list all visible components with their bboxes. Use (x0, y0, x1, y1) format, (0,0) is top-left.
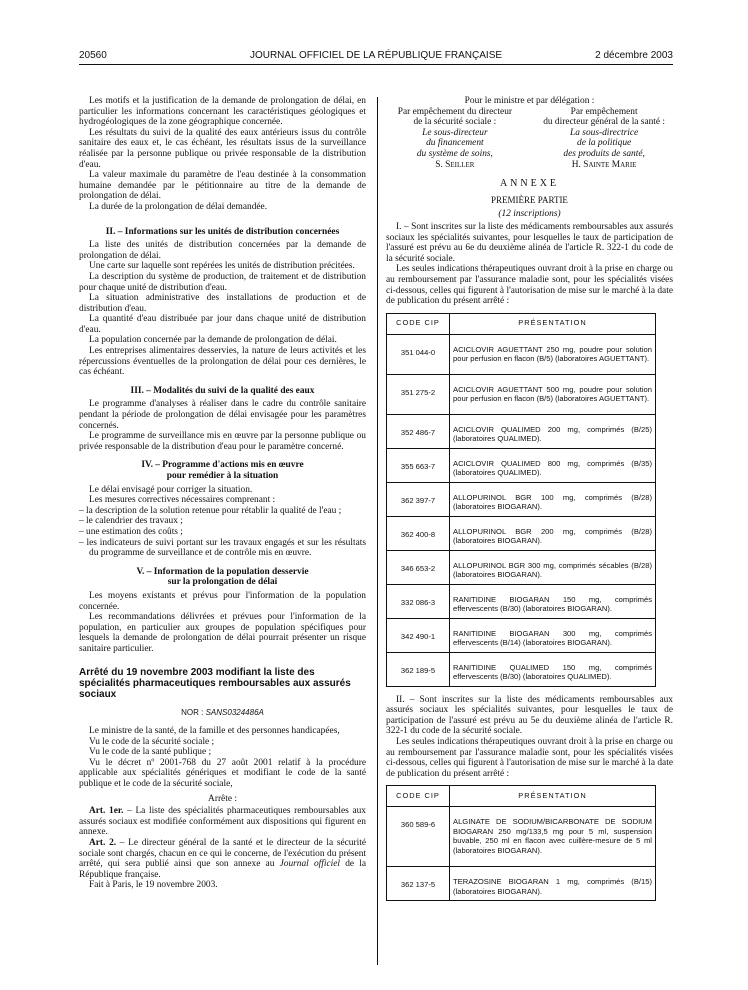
journal-title: JOURNAL OFFICIEL DE LA RÉPUBLIQUE FRANÇAISE (249, 50, 503, 61)
table-row (387, 516, 656, 550)
cip-code: 342 490-1 (387, 618, 450, 652)
paragraph: La durée de la prolongation de délai demandée. (89, 201, 268, 212)
cip-code: 362 137-5 (387, 867, 450, 901)
paragraph: Vu le code de la sécurité sociale ; (89, 736, 215, 747)
table-row (387, 482, 656, 516)
column-divider (377, 97, 378, 965)
signature-left (386, 107, 524, 171)
part-title: PREMIÈRE PARTIE (491, 194, 568, 205)
paragraph: Les recommandations délivrées et prévues pour l'information de la population, en particulier aux groupes de population spécifiques pour lesquels la demande de prolongation de délai pourrait présenter un risque sanitaire particulier. (79, 612, 366, 654)
paragraph: Le programme de surveillance mis en œuvre par la personne publique ou privée responsable de la distribution d'eau pour le paramètre concerné. (79, 431, 366, 452)
signatory-name: S. Seiller (435, 159, 475, 170)
article-text-end: de la République française. (79, 859, 367, 880)
paragraph: II. – Sont inscrites sur la liste des médicaments remboursables aux assurés sociaux les spécialités suivantes, pour lesquelles le taux de participation de l'assuré est prévu au 5e du deuxième alinéa de l'article R. 322-1 du code de la sécurité sociale. (386, 694, 673, 737)
paragraph: Les mesures correctives nécessaires comprenant : (89, 495, 276, 506)
header-rule (79, 64, 673, 65)
delegation-line: Pour le ministre et par délégation : (464, 96, 595, 106)
cip-code: 332 086-3 (387, 584, 450, 618)
signature-date: Fait à Paris, le 19 novembre 2003. (89, 880, 218, 891)
arrete-title: Arrêté du 19 novembre 2003 modifiant la liste des spécialités pharmaceutiques remboursables aux assurés sociaux (79, 666, 351, 700)
presentation: ALLOPURINOL BGR 300 mg, comprimés sécables (B/28) (laboratoires BIOGARAN). (450, 550, 656, 584)
signature-line: de la sécurité sociale : (413, 117, 497, 128)
paragraph: Vu le code de la santé publique ; (89, 747, 212, 758)
section-heading-line: V. – Information de la population desservie (136, 566, 309, 577)
article-text: – Le directeur général de la santé et le directeur de la sécurité sociale sont chargés, chacun en ce qui le concerne, de l'exécution du présent arrêté, qui sera publié ainsi que son annexe au (79, 838, 366, 870)
paragraph: Les moyens existants et prévus pour l'information de la population concernée. (79, 590, 366, 612)
presentation: ALLOPURINOL BGR 100 mg, comprimés (B/28) (laboratoires BIOGARAN). (450, 482, 656, 516)
list-item: – le calendrier des travaux ; (79, 516, 183, 527)
table-header-row (387, 786, 656, 807)
presentation: ALLOPURINOL BGR 200 mg, comprimés (B/28) (laboratoires BIOGARAN). (450, 516, 656, 550)
paragraph: La description du système de production, de traitement et de distribution pour chaque unité de distribution d'eau. (79, 271, 366, 293)
right-column (386, 96, 673, 901)
presentation: ACICLOVIR AGUETTANT 500 mg, poudre pour solution pour perfusion en flacon (B/5) (laboratoires AGUETTANT). (450, 374, 656, 414)
section-heading: II. – Informations sur les unités de distribution concernées (105, 226, 340, 237)
list-item: – la description de la solution retenue pour rétablir la qualité de l'eau ; (79, 505, 342, 516)
cip-code: 362 397-7 (387, 482, 450, 516)
signature-line: La sous-directrice (570, 127, 639, 138)
signature-right (535, 107, 673, 171)
medicines-table-1 (386, 313, 656, 687)
table-row (387, 414, 656, 448)
inscriptions-count: (12 inscriptions) (498, 209, 561, 220)
table-row (387, 584, 656, 618)
paragraph: La population concernée par la demande de prolongation de délai. (89, 335, 337, 346)
section-heading: III. – Modalités du suivi de la qualité des eaux (130, 385, 315, 396)
signature-line: du directeur général de la santé : (543, 117, 666, 128)
article-text: – La liste des spécialités pharmaceutiques remboursables aux assurés sociaux est modifiée conformément aux dispositions qui figurent en annexe. (79, 806, 366, 838)
table-header-row (387, 313, 656, 334)
article-1 (79, 806, 366, 838)
signature-line: de la politique (577, 138, 632, 149)
paragraph: I. – Sont inscrites sur la liste des médicaments remboursables aux assurés sociaux les spécialités suivantes, pour lesquelles le taux de participation de l'assuré est prévu au 6e du deuxième alinéa de l'article R. 322-1 du code de la sécurité sociale. (386, 221, 673, 264)
cip-code: 362 189-5 (387, 652, 450, 686)
cip-code: 355 663-7 (387, 448, 450, 482)
article-2 (79, 838, 366, 880)
column-header-code: CODE CIP (387, 313, 450, 334)
nor-code: SANS0324486A (205, 707, 264, 717)
left-column (79, 96, 366, 891)
table-row (387, 374, 656, 414)
cip-code: 360 589-6 (387, 807, 450, 867)
journal-name: Journal officiel (279, 859, 340, 870)
section-heading (79, 460, 366, 481)
signature-line: Le sous-directeur (422, 127, 488, 138)
page-number: 20560 (79, 50, 107, 61)
paragraph: Le ministre de la santé, de la famille et des personnes handicapées, (89, 726, 340, 737)
section-heading-line: IV. – Programme d'actions mis en œuvre (141, 460, 304, 471)
table-row (387, 618, 656, 652)
signatures (386, 107, 673, 171)
table-row (387, 448, 656, 482)
column-header-presentation: PRÉSENTATION (450, 786, 656, 807)
signature-line: Par empêchement du directeur (397, 106, 513, 117)
table-row (387, 867, 656, 901)
paragraph: Vu le décret nº 2001-768 du 27 août 2001 relatif à la procédure applicable aux spécialités génériques et modifiant le code de la santé publique et le code de la sécurité sociale, (79, 757, 366, 790)
section-heading-line: pour remédier à la situation (166, 471, 279, 481)
column-header-code: CODE CIP (387, 786, 450, 807)
paragraph: Une carte sur laquelle sont repérées les unités de distribution précitées. (89, 261, 355, 272)
article-label: Art. 2. (89, 838, 117, 849)
presentation: RANITIDINE BIOGARAN 300 mg, comprimés effervescents (B/14) (laboratoires BIOGARAN). (450, 618, 656, 652)
paragraph: Les motifs et la justification de la demande de prolongation de délai, en particulier les informations concernant les caractéristiques géologiques et hydrogéologiques de la zone géographique concernée. (79, 96, 366, 128)
presentation: ACICLOVIR QUALIMED 800 mg, comprimés (B/35) (laboratoires QUALIMED). (450, 448, 656, 482)
presentation: RANITIDINE BIOGARAN 150 mg, comprimés effervescents (B/30) (laboratoires BIOGARAN). (450, 584, 656, 618)
paragraph: La quantité d'eau distribuée par jour dans chaque unité de distribution d'eau. (79, 314, 366, 335)
table-row (387, 550, 656, 584)
paragraph: Le programme d'analyses à réaliser dans le cadre du contrôle sanitaire pendant la période de prolongation de délai envisagée pour les paramètres concernés. (79, 399, 366, 431)
medicines-table-2 (386, 785, 656, 901)
presentation: ACICLOVIR AGUETTANT 250 mg, poudre pour solution pour perfusion en flacon (B/5) (laboratoires AGUETTANT). (450, 334, 656, 374)
table-row (387, 807, 656, 867)
cip-code: 351 275-2 (387, 374, 450, 414)
cip-code: 346 653-2 (387, 550, 450, 584)
article-label: Art. 1er. (89, 806, 124, 817)
table-row (387, 652, 656, 686)
list-item: – les indicateurs de suivi portant sur les travaux engagés et sur les résultats du programme de surveillance et de contrôle mis en œuvre. (79, 537, 366, 559)
paragraph: Les seules indications thérapeutiques ouvrant droit à la prise en charge ou au remboursement par l'assurance maladie sont, pour les spécialités visées ci-dessous, celles qui figurent à l'autorisation de mise sur le marché à la date de publication du présent arrêté : (386, 737, 673, 779)
cip-code: 352 486-7 (387, 414, 450, 448)
signatory-name: H. Sainte Marie (571, 159, 637, 170)
list-item: – une estimation des coûts ; (79, 526, 183, 537)
signature-line: du financement (426, 138, 484, 149)
paragraph: Les résultats du suivi de la qualité des eaux antérieurs issus du contrôle sanitaire des eaux et, le cas échéant, les résultats issus de la surveillance réalisée par la personne publique ou privée responsable de la distribution d'eau. (79, 127, 366, 170)
paragraph: La liste des unités de distribution concernées par la demande de prolongation de délai. (79, 240, 366, 261)
presentation: ACICLOVIR QUALIMED 200 mg, comprimés (B/25) (laboratoires QUALIMED). (450, 414, 656, 448)
arrete-word: Arrête : (208, 793, 237, 804)
paragraph: La situation administrative des installations de production et de distribution d'eau. (79, 293, 366, 314)
measures-list (79, 506, 366, 559)
section-heading (79, 567, 366, 588)
issue-date: 2 décembre 2003 (595, 50, 673, 61)
signature-line: des produits de santé, (563, 148, 645, 159)
signature-line: Par empêchement (570, 106, 638, 117)
presentation: ALGINATE DE SODIUM/BICARBONATE DE SODIUM BIOGARAN 250 mg/133,5 mg pour 5 ml, suspension buvable, 250 ml en flacon avec cuillère-mesure de 5 ml (laboratoires BIOGARAN). (450, 807, 656, 867)
annexe-title: ANNEXE (499, 178, 560, 190)
nor-reference (79, 708, 366, 719)
presentation: RANITIDINE QUALIMED 150 mg, comprimés effervescents (B/30) (laboratoires QUALIMED). (450, 652, 656, 686)
table-row (387, 334, 656, 374)
paragraph: Les entreprises alimentaires desservies, la nature de leurs activités et les répercussions éventuelles de la prolongation de délai pour ces dernières, le cas échéant. (79, 346, 366, 378)
presentation: TERAZOSINE BIOGARAN 1 mg, comprimés (B/15) (laboratoires BIOGARAN). (450, 867, 656, 901)
paragraph: Les seules indications thérapeutiques ouvrant droit à la prise en charge ou au remboursement par l'assurance maladie sont, pour les spécialités visées ci-dessous, celles qui figurent à l'autorisation de mise sur le marché à la date de publication du présent arrêté : (386, 264, 673, 307)
section-heading-line: sur la prolongation de délai (167, 577, 278, 588)
nor-label: NOR : (181, 707, 206, 717)
cip-code: 362 400-8 (387, 516, 450, 550)
signature-line: du système de soins, (416, 148, 493, 159)
paragraph: La valeur maximale du paramètre de l'eau destinée à la consommation humaine demandée par le pétitionnaire au titre de la demande de prolongation de délai. (79, 170, 366, 202)
paragraph: Le délai envisagé pour corriger la situation. (89, 484, 253, 495)
column-header-presentation: PRÉSENTATION (450, 313, 656, 334)
cip-code: 351 044-0 (387, 334, 450, 374)
